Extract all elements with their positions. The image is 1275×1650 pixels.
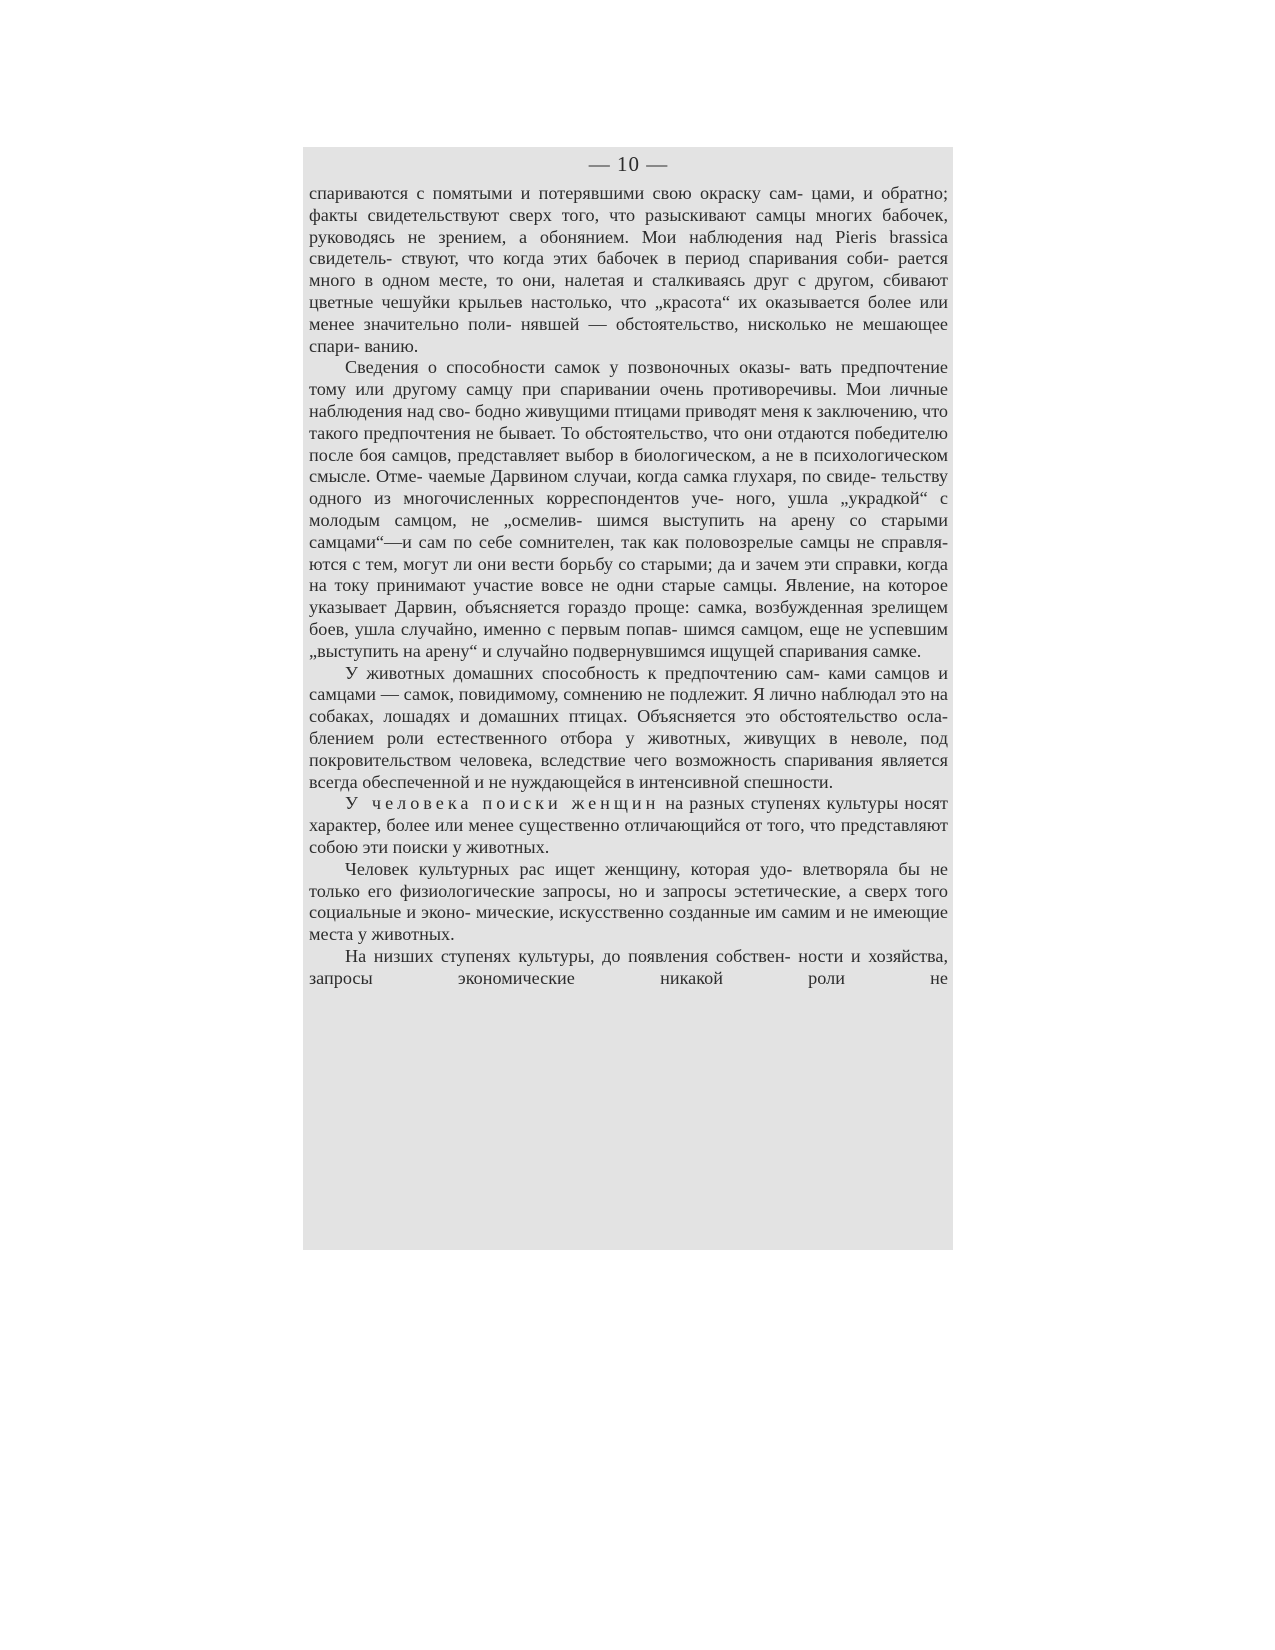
text-line: тельству одного из многочисленных корреспондентов уче-: [309, 466, 949, 509]
text-line: ванию.: [364, 335, 419, 356]
text-line: такого предпочтения не бывает. То обстоятельство, что они: [309, 422, 773, 443]
text-line: культуры носят характер, более или менее существенно: [309, 793, 948, 836]
text-line: На низших ступенях культуры, до появления собствен-: [345, 945, 791, 966]
text-line: блением роли естественного отбора у животных, живущих: [309, 727, 816, 748]
text-line: нуждающейся в интенсивной спешности.: [511, 771, 834, 792]
text-line: места у животных.: [309, 924, 455, 945]
text-line: в неволе, под покровительством человека, вследствие чего: [309, 727, 948, 770]
text-line: цами, и обратно; факты свидетельствуют сверх того, что: [309, 183, 949, 225]
text-line: очень противоречивы. Мои личные наблюдения над сво-: [309, 379, 949, 421]
paragraph: [309, 183, 948, 357]
text-line: спариваются с помятыми и потерявшими свою окраску сам-: [309, 183, 804, 203]
text-line: с другом, сбивают цветные чешуйки крыльев настолько, что: [309, 270, 949, 312]
text-line: мические, искусственно созданные им самим и не имеющие: [475, 902, 948, 923]
text-line: и запросы эстетические, а сверх того социальные и эконо-: [309, 880, 948, 923]
text-line: на разных ступенях: [659, 793, 821, 814]
text-line: и случайно подвернувшимся ищущей спаривания самке.: [482, 640, 922, 661]
paragraph: [309, 946, 948, 990]
text-line: себе сомнителен, так как половозрелые самцы не справля-: [478, 531, 949, 552]
text-line: У животных домашних способность к предпочтению сам-: [345, 662, 820, 683]
text-line: рается много в одном месте, то они, налетая и сталкиваясь друг: [309, 248, 949, 291]
text-line: ного, ушла „украдкой“ с молодым самцом, не „осмелив-: [309, 488, 949, 530]
text-line: в биологическом, а не в психологическом смысле. Отме-: [309, 444, 948, 487]
text-line: бодно живущими птицами приводят меня к заключению, что: [474, 400, 949, 421]
text-line: ются с тем, могут ли они вести борьбу со старыми; да: [309, 553, 736, 574]
text-line: разыскивают самцы многих бабочек, руководясь не зрением,: [309, 204, 948, 247]
page-number: — 10 —: [588, 152, 669, 176]
text-line: ствуют, что когда этих бабочек в период спаривания соби-: [401, 248, 889, 269]
text-line: отличающийся от того, что представляют собою эти поиски: [309, 815, 949, 857]
paragraph: [309, 357, 948, 662]
text-line: подлежит. Я лично наблюдал это на собаках, лошадях: [309, 684, 948, 727]
paragraph: [309, 663, 948, 794]
text-line: у животных.: [452, 836, 550, 857]
text-line: вать предпочтение тому или другому самцу при спаривании: [309, 357, 948, 400]
text-line: а обонянием. Мои наблюдения над Pieris brassica свидетель-: [309, 226, 948, 269]
spaced-emphasis: У человека поиски женщин: [345, 793, 660, 814]
text-line: Дарвин, объясняется гораздо проще: самка, возбужденная: [394, 597, 864, 618]
text-line: ности и хозяйства, запросы экономические никакой роли не: [309, 945, 948, 988]
text-line: Сведения о способности самок у позвоночных оказы-: [345, 357, 791, 378]
text-line: чаемые Дарвином случаи, когда самка глухаря, по свиде-: [428, 466, 877, 487]
paragraph: [309, 859, 948, 946]
text-line: зрелищем боев, ушла случайно, именно с первым попав-: [309, 597, 949, 639]
text-line: вовсе не одни старые самцы. Явление, на которое указывает: [309, 575, 949, 618]
paragraph: [309, 793, 948, 858]
text-line: шимся самцом, еще не успевшим „выступить на арену“: [309, 618, 948, 661]
text-line: и зачем эти справки, когда на току принимают участие: [309, 553, 948, 596]
text-line: шимся выступить на арену со старыми самцами“—и сам по: [309, 509, 948, 552]
text-line: нявшей — обстоятельство, нисколько не мешающее спари-: [309, 313, 949, 356]
text-line: и домашних птицах. Объясняется это обстоятельство осла-: [459, 706, 948, 727]
text-line: влетворяла бы не только его физиологические запросы, но: [309, 858, 949, 901]
text-line: „красота“ их оказывается более или менее значительно поли-: [309, 291, 949, 334]
text-line: возможность спаривания является всегда обеспеченной и не: [309, 749, 948, 792]
text-line: ками самцов и самцами — самок, повидимому, сомнению не: [309, 662, 949, 705]
text-line: Человек культурных рас ищет женщину, которая удо-: [345, 858, 793, 879]
scanned-book-page: [303, 147, 953, 1250]
text-line: отдаются победителю после боя самцов, представляет выбор: [309, 422, 948, 465]
page-text-body: [309, 183, 948, 989]
